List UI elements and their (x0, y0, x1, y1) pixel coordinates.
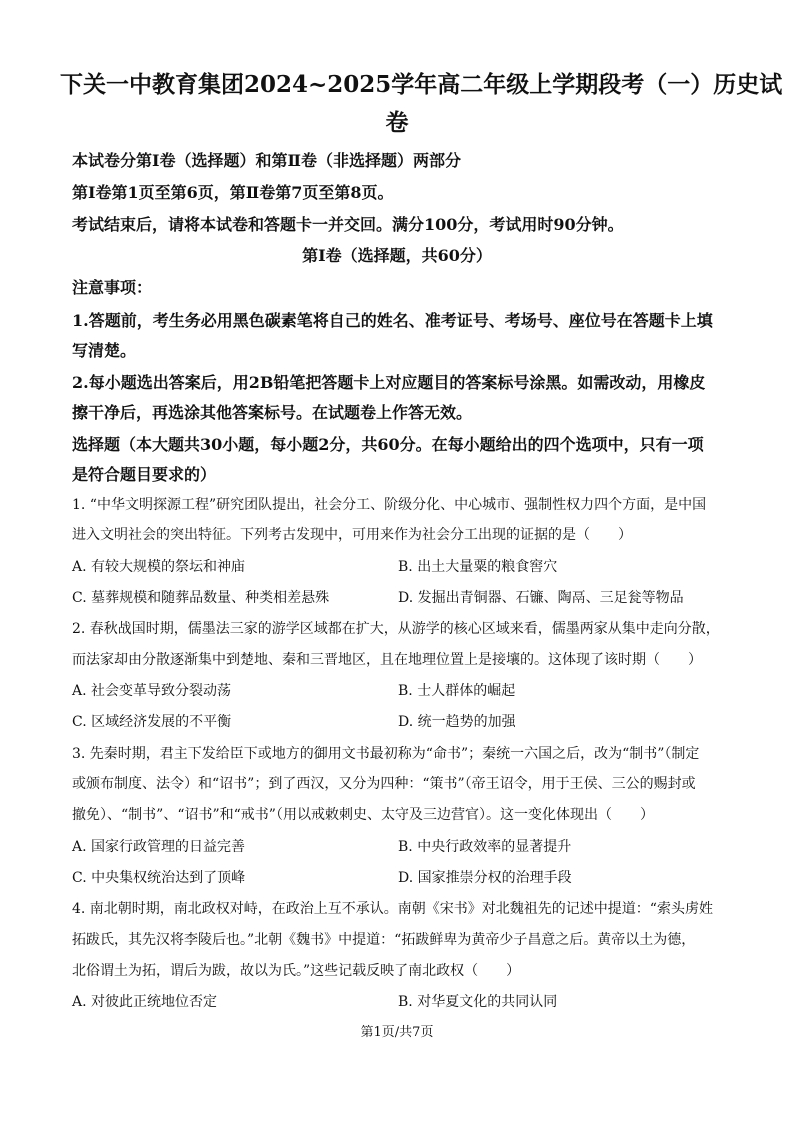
question-1-line2: 进入文明社会的突出特征。下列考古发现中，可用来作为社会分工出现的证据的是（ ） (72, 527, 632, 543)
question-1-line1: 1. “中华文明探源工程”研究团队提出，社会分工、阶级分化、中心城市、强制性权力四个方面，是中国 (72, 497, 707, 513)
notice-heading: 注意事项： (72, 278, 153, 297)
notice-item2-line1: 2.每小题选出答案后，用2B铅笔把答题卡上对应题目的答案标号涂黑。如需改动，用橡皮 (72, 373, 706, 392)
question-2-option-d: D. 统一趋势的加强 (398, 714, 516, 730)
question-4-line3: 北俗谓土为拓，谓后为跋，故以为氏。”这些记载反映了南北政权（ ） (72, 963, 521, 979)
question-2-option-b: B. 士人群体的崛起 (398, 683, 516, 699)
mc-heading-line2: 是符合题目要求的） (72, 465, 217, 484)
question-2-line2: 而法家却由分散逐渐集中到楚地、秦和三晋地区，且在地理位置上是接壤的。这体现了该时期（ ） (72, 652, 702, 668)
question-4-line1: 4. 南北朝时期，南北政权对峙，在政治上互不承认。南朝《宋书》对北魏祖先的记述中提道：“索头虏姓 (72, 901, 713, 917)
question-1-option-b: B. 出土大量粟的粮食窖穴 (398, 559, 558, 575)
section-title: 第Ⅰ卷（选择题，共60分） (302, 246, 492, 265)
mc-heading-line1: 选择题（本大题共30小题，每小题2分，共60分。在每小题给出的四个选项中，只有一项 (72, 435, 704, 454)
question-1-option-c: C. 墓葬规模和随葬品数量、种类相差悬殊 (72, 590, 330, 606)
question-4-line2: 拓跋氏，其先汉将李陵后也。”北朝《魏书》中提道：“拓跋鲜卑为黄帝少子昌意之后。黄帝以土为德， (72, 932, 696, 948)
page-footer: 第1页/共7页 (360, 1025, 434, 1040)
exam-title-line2: 卷 (385, 109, 409, 136)
question-3-line3: 撤免）、“制书”、“诏书”和“戒书”（用以戒敕刺史、太守及三边营官）。这一变化体现出（ ） (72, 807, 654, 823)
intro-line-1: 本试卷分第Ⅰ卷（选择题）和第Ⅱ卷（非选择题）两部分 (72, 151, 461, 170)
notice-item2-line2: 擦干净后，再选涂其他答案标号。在试题卷上作答无效。 (72, 403, 473, 422)
question-3-option-c: C. 中央集权统治达到了顶峰 (72, 870, 246, 886)
question-2-option-c: C. 区域经济发展的不平衡 (72, 714, 232, 730)
question-4-option-b: B. 对华夏文化的共同认同 (398, 994, 558, 1010)
notice-item1-line2: 写清楚。 (72, 341, 137, 360)
question-1-option-a: A. 有较大规模的祭坛和神庙 (72, 559, 246, 575)
question-3-line1: 3. 先秦时期，君主下发给臣下或地方的御用文书最初称为“命书”；秦统一六国之后，改为“制书”（制定 (72, 746, 700, 762)
question-2-line1: 2. 春秋战国时期，儒墨法三家的游学区域都在扩大，从游学的核心区域来看，儒墨两家从集中走向分散， (72, 621, 720, 637)
intro-line-2: 第Ⅰ卷第1页至第6页，第Ⅱ卷第7页至第8页。 (72, 183, 394, 202)
question-1-option-d: D. 发掘出青铜器、石镰、陶鬲、三足瓮等物品 (398, 590, 684, 606)
question-2-option-a: A. 社会变革导致分裂动荡 (72, 683, 232, 699)
intro-line-3: 考试结束后，请将本试卷和答题卡一并交回。满分100分，考试用时90分钟。 (72, 215, 624, 234)
question-3-option-a: A. 国家行政管理的日益完善 (72, 839, 246, 855)
notice-item1-line1: 1.答题前，考生务必用黑色碳素笔将自己的姓名、准考证号、考场号、座位号在答题卡上填 (72, 311, 713, 330)
exam-title-line1: 下关一中教育集团2024~2025学年高二年级上学期段考（一）历史试 (60, 71, 783, 98)
question-3-option-d: D. 国家推崇分权的治理手段 (398, 870, 572, 886)
question-3-line2: 或颁布制度、法令）和“诏书”；到了西汉，又分为四种：“策书”（帝王诏令，用于王侯、三公的赐封或 (72, 776, 696, 792)
question-4-option-a: A. 对彼此正统地位否定 (72, 994, 218, 1010)
question-3-option-b: B. 中央行政效率的显著提升 (398, 839, 572, 855)
